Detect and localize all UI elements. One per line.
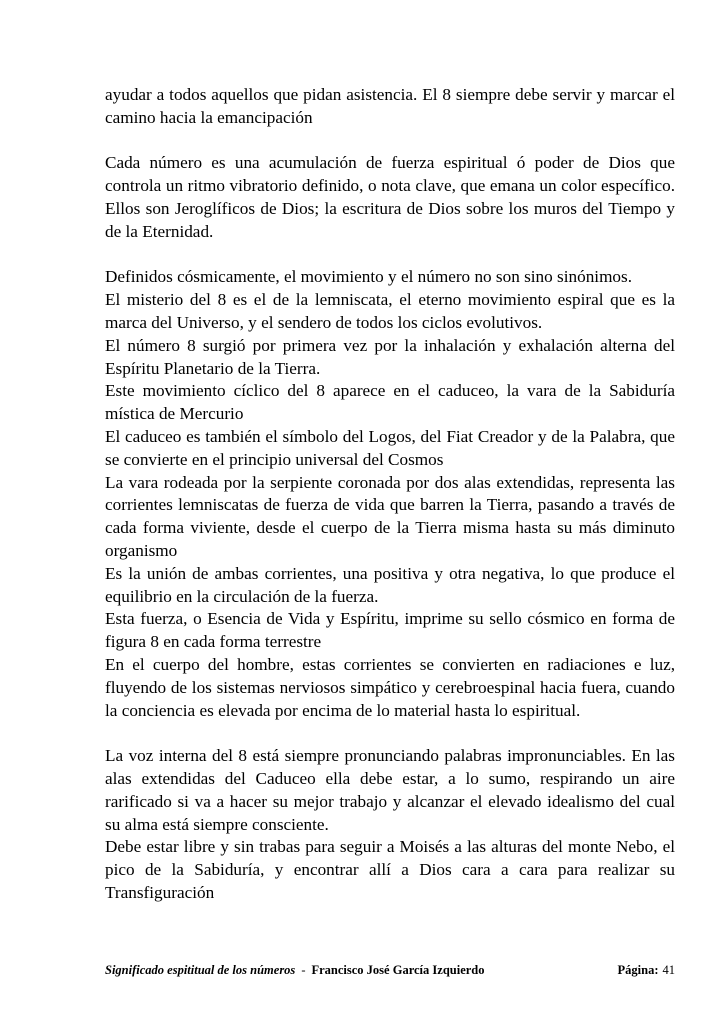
footer-right — [618, 963, 675, 978]
page-label: Página: — [617, 963, 659, 977]
body-text — [105, 84, 675, 905]
paragraph-7: El caduceo es también el símbolo del Logos, del Fiat Creador y de la Palabra, que se convierte en el principio universal del Cosmos — [105, 426, 675, 469]
page-number: 41 — [662, 963, 675, 977]
footer-separator: - — [301, 963, 306, 977]
paragraph-13: Debe estar libre y sin trabas para seguir a Moisés a las alturas del monte Nebo, el pico de la Sabiduría, y encontrar allí a Dios cara a cara para realizar su Transfiguración — [105, 837, 675, 902]
footer-book-title: Significado espititual de los números — [105, 963, 296, 977]
footer-left — [105, 963, 485, 978]
paragraph-5: El número 8 surgió por primera vez por la inhalación y exhalación alterna del Espíritu Planetario de la Tierra. — [105, 335, 675, 378]
paragraph-3: Definidos cósmicamente, el movimiento y el número no son sino sinónimos. — [105, 267, 633, 287]
paragraph-12: La voz interna del 8 está siempre pronunciando palabras impronunciables. En las alas extendidas del Caduceo ella debe estar, a lo sumo, respirando un aire rarificado si va a hacer su mejor trabajo y alcanzar el elevado idealismo del cual su alma está siempre consciente. — [105, 746, 675, 834]
paragraph-2: Cada número es una acumulación de fuerza espiritual ó poder de Dios que controla un ritmo vibratorio definido, o nota clave, que emana un color específico. Ellos son Jeroglíficos de Dios; la escritura de Dios sobre los muros del Tiempo y de la Eternidad. — [105, 153, 675, 241]
paragraph-4: El misterio del 8 es el de la lemniscata, el eterno movimiento espiral que es la marca del Universo, y el sendero de todos los ciclos evolutivos. — [105, 290, 675, 332]
paragraph-8: La vara rodeada por la serpiente coronada por dos alas extendidas, representa las corrientes lemniscatas de fuerza de vida que barren la Tierra, pasando a través de cada forma viviente, desde el cuerpo de la Tierra misma hasta su más diminuto organismo — [105, 472, 675, 560]
paragraph-10: Esta fuerza, o Esencia de Vida y Espíritu, imprime su sello cósmico en forma de figura 8 en cada forma terrestre — [105, 609, 675, 652]
page-footer — [105, 963, 675, 978]
paragraph-11: En el cuerpo del hombre, estas corrientes se convierten en radiaciones e luz, fluyendo de los sistemas nerviosos simpático y cerebroespinal hacia fuera, cuando la conciencia es elevada por encima de lo material hasta lo espiritual. — [105, 654, 675, 720]
paragraph-1: ayudar a todos aquellos que pidan asistencia. El 8 siempre debe servir y marcar el camino hacia la emancipación — [105, 85, 675, 127]
paragraph-9: Es la unión de ambas corrientes, una positiva y otra negativa, lo que produce el equilibrio en la circulación de la fuerza. — [105, 563, 675, 606]
footer-author: Francisco José García Izquierdo — [311, 963, 485, 977]
paragraph-6: Este movimiento cíclico del 8 aparece en el caduceo, la vara de la Sabiduría mística de Mercurio — [105, 381, 675, 424]
